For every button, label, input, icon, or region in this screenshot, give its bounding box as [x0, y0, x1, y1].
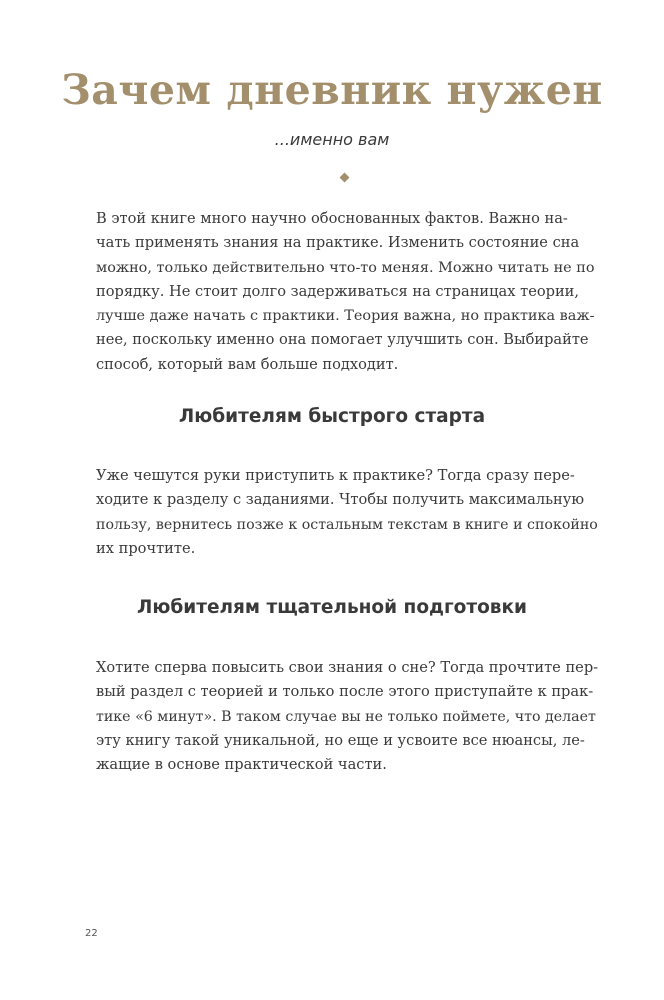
section-heading-thorough-prep: Любителям тщательной подготовки: [136, 597, 528, 618]
text-line: способ, который вам больше подходит.: [96, 355, 399, 373]
text-line: Уже чешутся руки приступить к практике? Тогда сразу пере-: [96, 467, 575, 484]
text-line: тике «6 минут». В таком случае вы не только поймете, что делает: [96, 708, 596, 725]
text-line: вый раздел с теорией и только после этого приступайте к прак-: [96, 683, 594, 701]
text-line: жащие в основе практической части.: [96, 756, 387, 774]
quick-start-paragraph: [96, 464, 600, 561]
section-heading-quick-start: Любителям быстрого старта: [178, 406, 486, 427]
text-line: можно, только действительно что-то меняя. Можно читать не по: [96, 259, 595, 276]
text-line: пользу, вернитесь позже к остальным текстам в книге и спокойно: [96, 516, 598, 533]
text-line: эту книгу такой уникальной, но еще и усвоите все нюансы, ле-: [96, 731, 585, 749]
page-subtitle: ...именно вам: [274, 130, 390, 149]
text-line: ходите к разделу с заданиями. Чтобы получить максимальную: [96, 491, 585, 509]
text-line: В этой книге много научно обоснованных фактов. Важно на-: [96, 210, 568, 227]
text-line: чать применять знания на практике. Изменить состояние сна: [96, 234, 580, 252]
text-line: порядку. Не стоит долго задерживаться на страницах теории,: [96, 282, 580, 300]
page-number: 22: [85, 928, 98, 939]
diamond-ornament-icon: [340, 173, 350, 183]
text-line: их прочтите.: [96, 539, 196, 557]
intro-paragraph: [96, 207, 600, 377]
text-line: Хотите сперва повысить свои знания о сне? Тогда прочтите пер-: [96, 659, 599, 676]
text-line: нее, поскольку именно она помогает улучшить сон. Выбирайте: [96, 331, 589, 349]
thorough-prep-paragraph: [96, 656, 600, 777]
text-line: лучше даже начать с практики. Теория важна, но практика важ-: [96, 308, 595, 325]
page-title: Зачем дневник нужен: [61, 66, 603, 114]
